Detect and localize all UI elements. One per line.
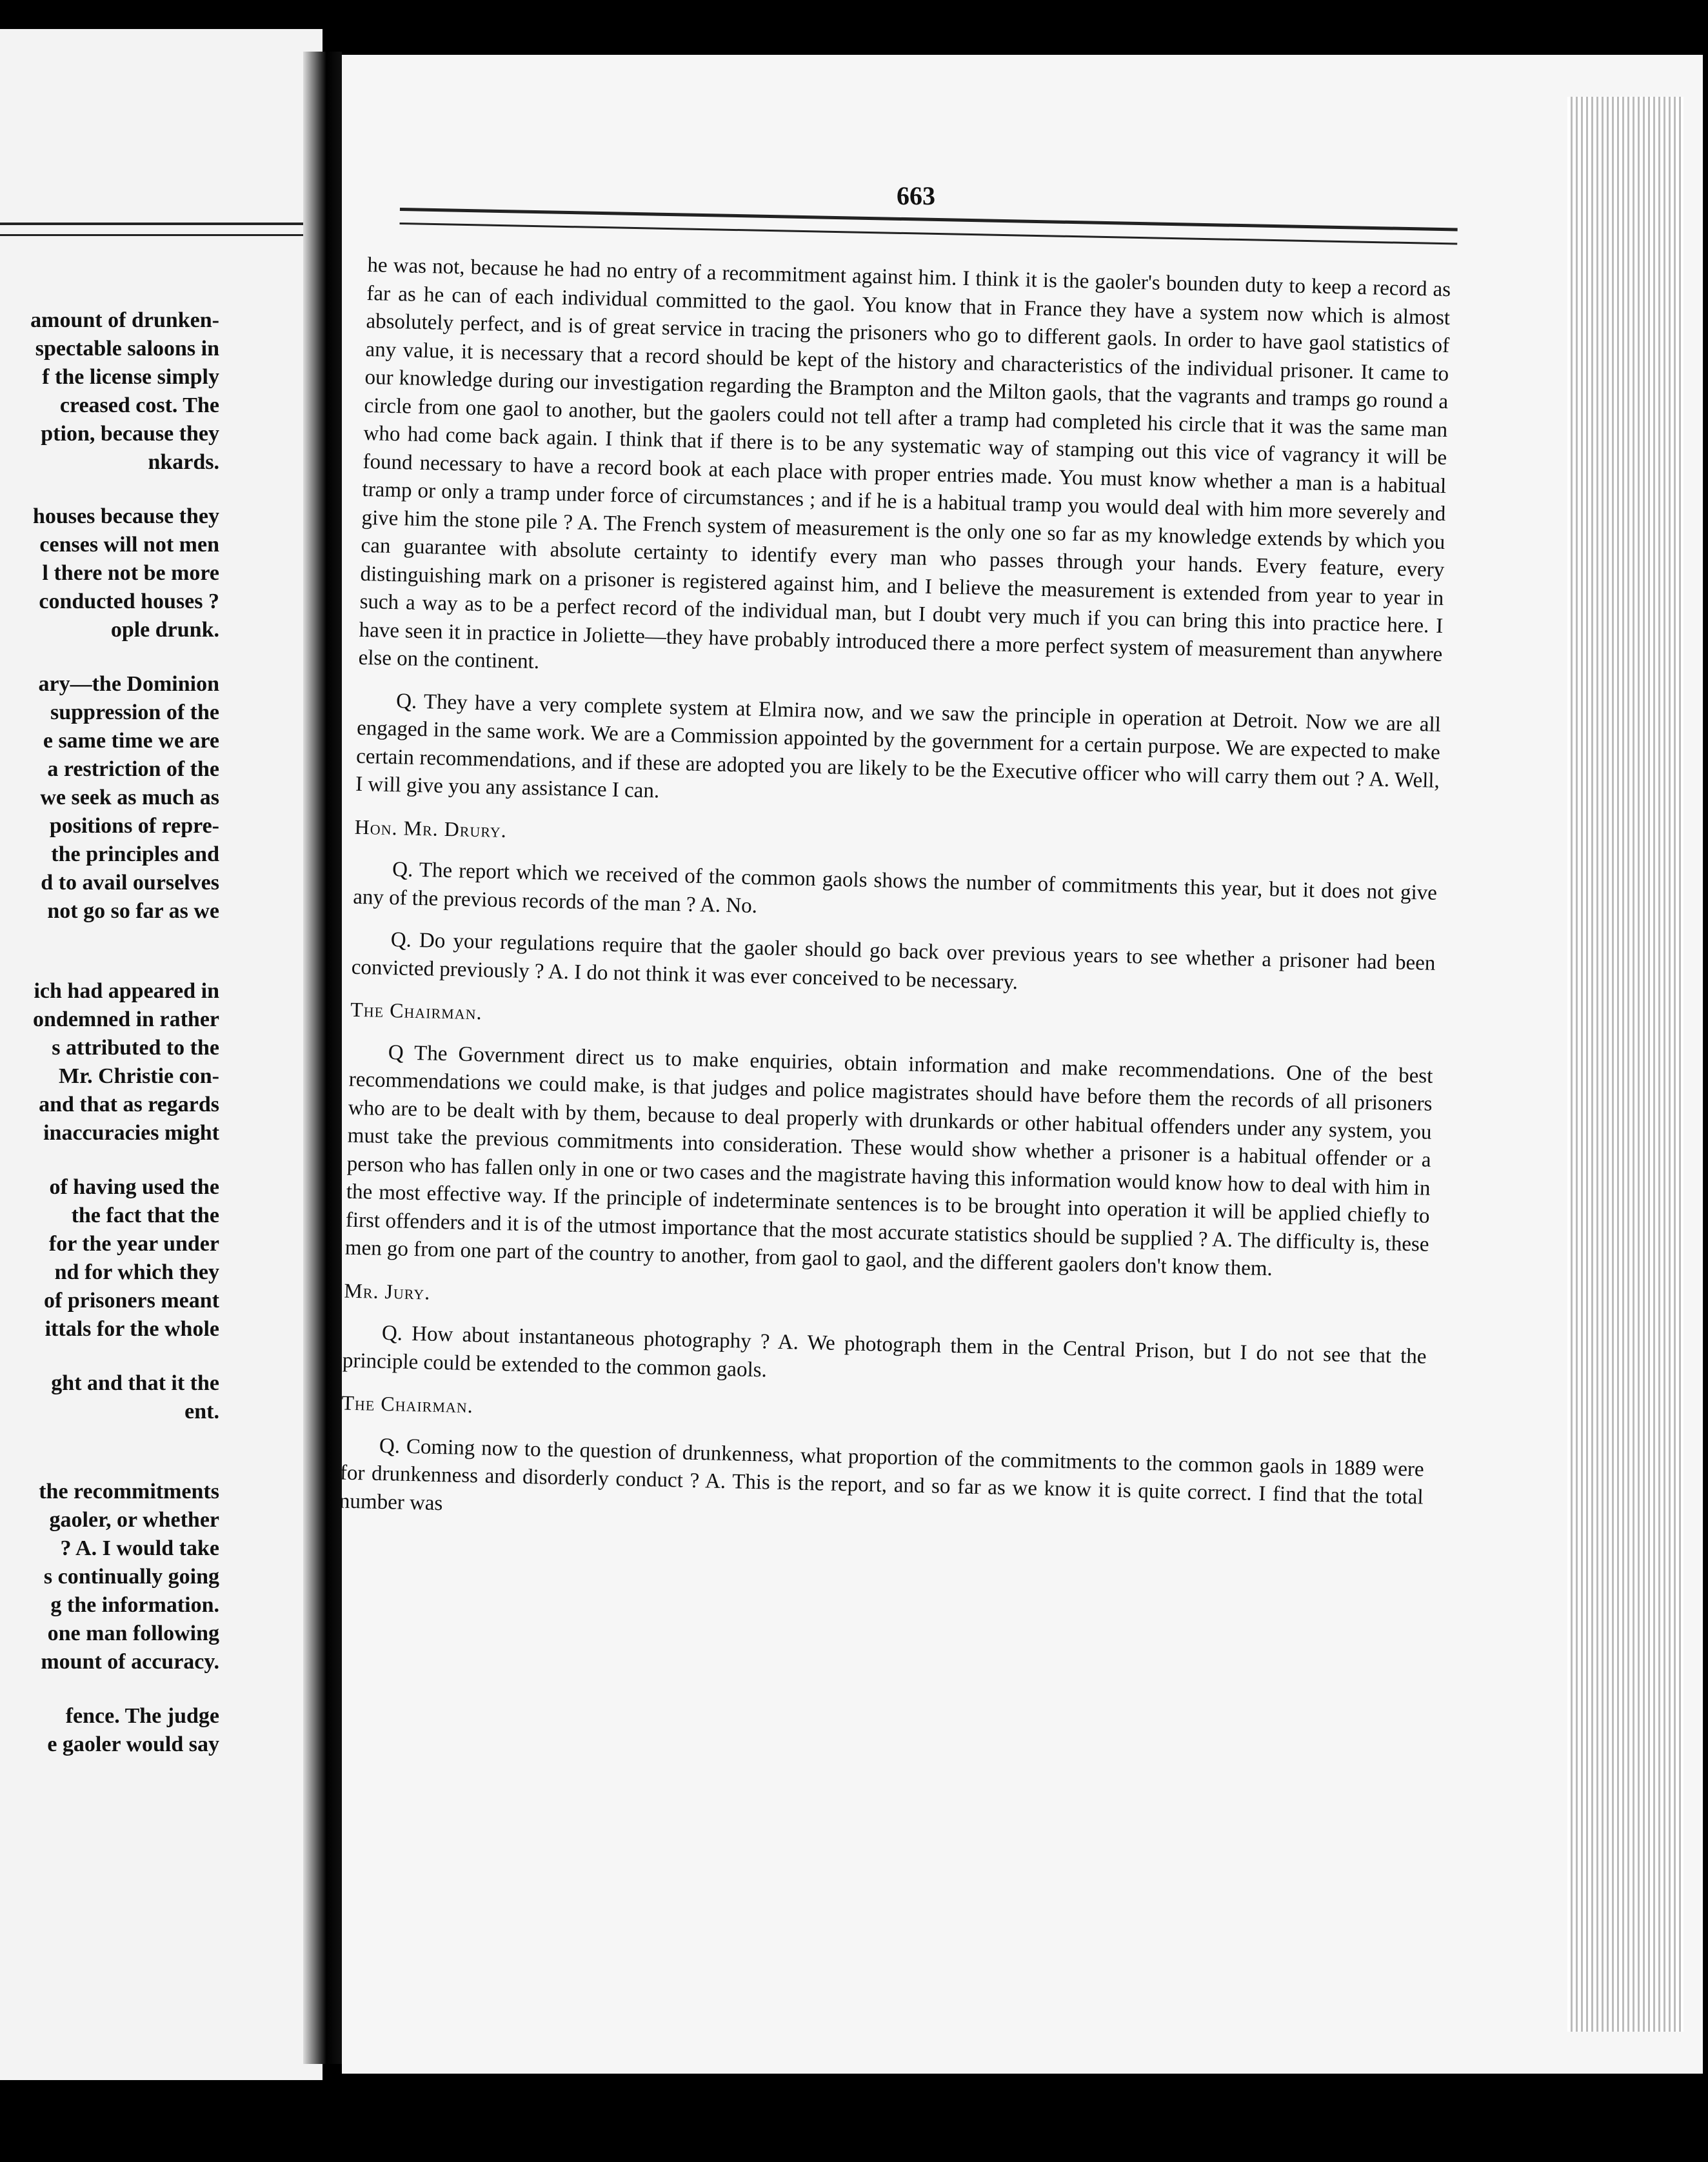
left-page-line: s attributed to the <box>52 1036 219 1060</box>
left-page-text <box>0 306 219 1759</box>
speaker-label: Hon. Mr. Drury. <box>354 815 508 842</box>
left-page-line: ght and that it the <box>51 1371 219 1395</box>
paragraph-question: Q. They have a very complete system at Elmira now, and we saw the principle in operation at Detroit. Now we are all engaged in the same work. We are a Commission appointed by the government for a certain purpose. We are expected to make certain recommendations, and if these are adopted you are likely to be the Executive officer who will carry them out ? A. Well, I will give you any assistance I can. <box>355 689 1442 803</box>
speaker-label: Mr. Jury. <box>344 1278 431 1304</box>
left-page-line: fence. The judge <box>65 1704 219 1728</box>
left-page-line: amount of drunken- <box>30 308 219 332</box>
left-page-rule <box>0 223 310 236</box>
left-page-line: a restriction of the <box>47 757 219 781</box>
left-page-line: conducted houses ? <box>39 590 219 613</box>
left-page-line: ich had appeared in <box>34 979 219 1003</box>
left-page-line: nd for which they <box>54 1260 219 1284</box>
left-page-line: f the license simply <box>42 365 219 389</box>
left-page-line: nkards. <box>148 450 219 474</box>
left-page-line: ption, because they <box>41 422 219 446</box>
left-page-line: the fact that the <box>71 1204 219 1227</box>
left-page-line <box>0 1344 219 1369</box>
left-page-line <box>0 477 219 502</box>
left-page-line: inaccuracies might <box>43 1121 219 1145</box>
left-page-line: not go so far as we <box>47 899 219 923</box>
page-number: 663 <box>897 181 935 210</box>
left-page-line <box>0 926 219 951</box>
page-edges <box>1567 97 1683 2032</box>
left-page-line: s continually going <box>43 1565 219 1589</box>
left-page-line: ary—the Dominion <box>38 672 219 696</box>
left-page-line: d to avail ourselves <box>41 871 219 895</box>
left-page-line: e same time we are <box>43 729 219 753</box>
left-page-line: one man following <box>47 1622 219 1645</box>
page-content <box>339 252 1451 1554</box>
left-page-line: censes will not men <box>39 533 219 557</box>
left-page-line: for the year under <box>48 1232 219 1256</box>
left-page-line: e gaoler would say <box>47 1732 219 1756</box>
paragraph-question: Q. How about instantaneous photography ? A. We photograph them in the Central Prison, but I do not see that the principle could be extended to the common gaols. <box>342 1321 1427 1382</box>
left-page-line <box>0 1426 219 1452</box>
left-page-line: l there not be more <box>42 561 219 585</box>
book-gutter <box>303 52 342 2064</box>
left-page-line: and that as regards <box>39 1093 219 1116</box>
left-page-line: the recommitments <box>39 1480 219 1503</box>
left-page <box>0 29 323 2080</box>
left-page-line <box>0 644 219 670</box>
left-page-line: mount of accuracy. <box>41 1650 219 1674</box>
left-page-line: the principles and <box>51 842 219 866</box>
left-page-line: we seek as much as <box>40 786 219 809</box>
speaker-label: The Chairman. <box>350 997 483 1024</box>
left-page-line: ent. <box>184 1400 219 1423</box>
left-page-line: positions of repre- <box>49 814 219 838</box>
paragraph-question: Q. Coming now to the question of drunkenness, what proportion of the commitments to the common gaols in 1889 were for drunkenness and disorderly conduct ? A. This is the report, and so far as we know it is quite correct. I find that the total number was <box>339 1434 1424 1515</box>
left-page-line: of prisoners meant <box>44 1289 219 1313</box>
left-page-line: ople drunk. <box>110 618 219 642</box>
left-page-line <box>0 1676 219 1702</box>
left-page-line <box>0 951 219 977</box>
left-page-line: suppression of the <box>50 700 219 724</box>
left-page-line: Mr. Christie con- <box>59 1064 219 1088</box>
left-page-line <box>0 1452 219 1478</box>
left-page-line <box>0 1147 219 1173</box>
left-page-line: houses because they <box>32 504 219 528</box>
paragraph-question: Q. The report which we received of the common gaols shows the number of commitments this year, but it does not give any of the previous records of the man ? A. No. <box>352 858 1438 918</box>
left-page-line: g the information. <box>50 1593 219 1617</box>
left-page-line: ? A. I would take <box>60 1536 219 1560</box>
left-page-line: gaoler, or whether <box>49 1508 219 1532</box>
left-page-line: of having used the <box>49 1175 219 1199</box>
paragraph-question: Q. Do your regulations require that the gaoler should go back over previous years to see whether a prisoner had been convicted previously ? A. I do not think it was ever conceived to be necessary. <box>351 928 1436 994</box>
left-page-line: spectable saloons in <box>35 337 219 361</box>
left-page-line: ittals for the whole <box>45 1317 219 1341</box>
paragraph-continuation: he was not, because he had no entry of a recommitment against him. I think it is the gaoler's bounden duty to keep a record as far as he can of each individual committed to the gaol. You know that in France they have a system now which is almost absolutely perfect, and is of great service in tracing the prisoners who go to different gaols. In order to have gaol statistics of any value, it is necessary that a record should be kept of the history and characteristics of the individual prisoner. It came to our knowledge during our investigation regarding the Brampton and the Milton gaols, that the vagrants and tramps go round a circle from one gaol to another, but the gaolers could not tell after a tramp had completed his circle that it was the same man who had come back again. I think that if there is to be any systematic way of stamping out this vice of vagrancy it will be found necessary to have a record book at each place with proper entries made. You must know whether a man is a habitual tramp or only a tramp under force of circumstances ; and if he is a habitual tramp you would deal with him more severely and give him the stone pile ? A. The French system of measurement is the only one so far as my knowledge extends by which you can guarantee with absolute certainty to identify every man who passes through your hands. Every feature, every distinguishing mark on a prisoner is registered against him, and I believe the measurement is extended from year to year in such a way as to be a perfect record of the individual man, but I doubt very much if you can bring this into practice here. I have seen it in practice in Joliette—they have probably introduced there a more perfect system of measurement than anywhere else on the continent. <box>358 253 1451 674</box>
left-page-line: ondemned in rather <box>33 1007 219 1031</box>
paragraph-question: Q The Government direct us to make enquiries, obtain information and make recommendations. One of the best recommendations we could make, is that judges and police magistrates should have before them the records of all prisoners who are to be dealt with by them, because to deal properly with drunkards or other habitual offenders under any system, you must take the previous commitments into consideration. These would show whether a prisoner is a habitual offender or a person who has fallen only in one or two cases and the magistrate having this information would know how to deal with him in the most effective way. If the principle of indeterminate sentences is to be brought into operation it will be applied chiefly to first offenders and it is of the utmost importance that the most accurate statistics should be supplied ? A. The difficulty is, these men go from one part of the country to another, from gaol to gaol, and the different gaolers don't know them. <box>344 1040 1433 1281</box>
left-page-line: creased cost. The <box>59 393 219 417</box>
speaker-label: The Chairman. <box>341 1391 474 1418</box>
